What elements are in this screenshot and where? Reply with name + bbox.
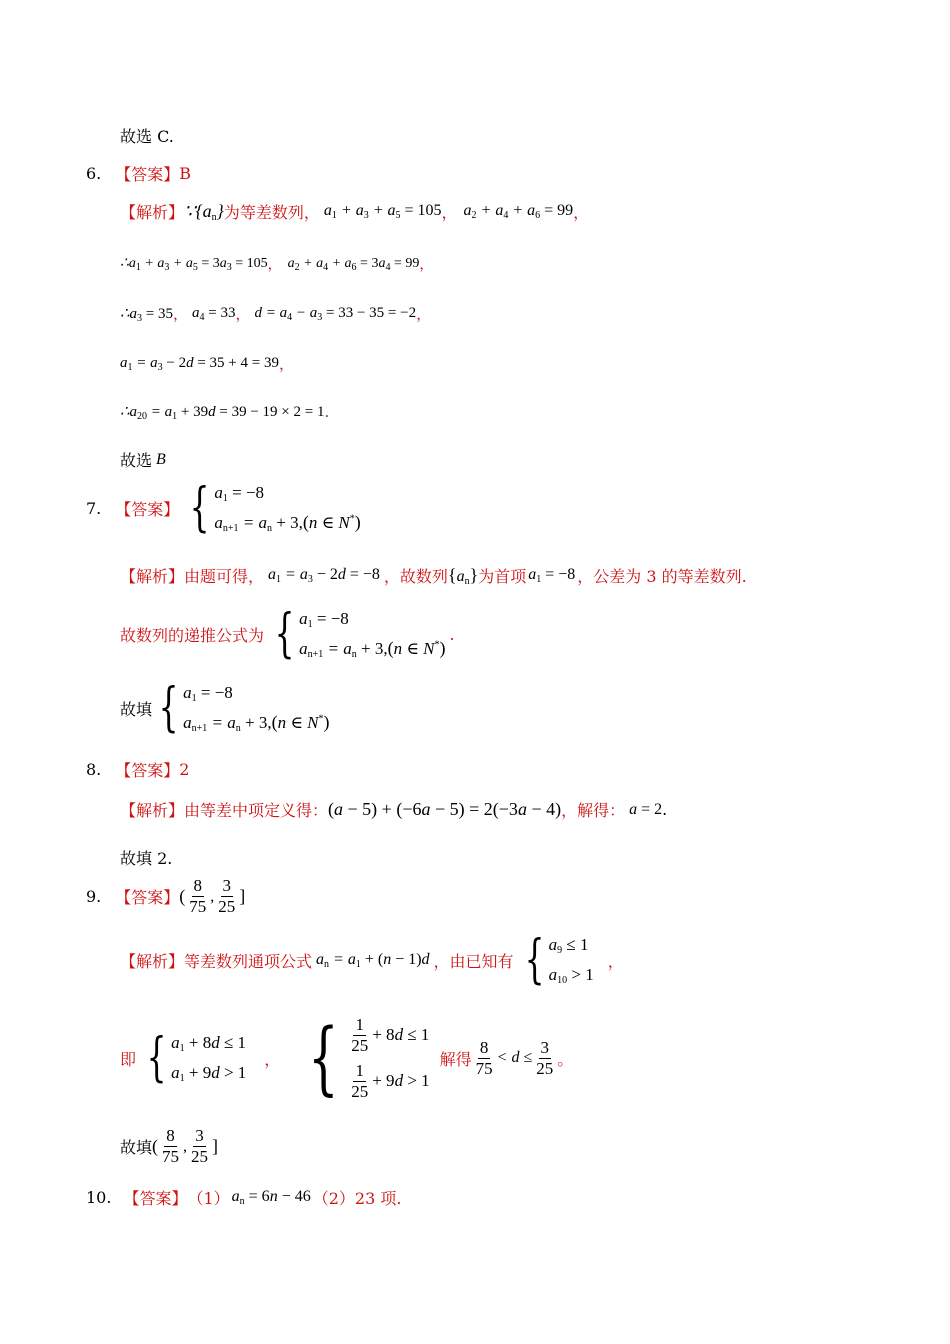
q7-answer: 7. 【答案】 { $a_1 = -8$ $a_{n+1} = a_n + 3,(n$ ∈ N*) [86,478,361,538]
q6-analysis-1: 【解析】 $\because\{a_n\}$ 为等差数列， $a_1 + a_3 + a_5 = 105$ ， $a_2 + a_4 + a_6 = 99$ ， [120,200,590,223]
q7-fill: 故填 { $a_1 = -8$ $a_{n+1} = a_n + 3,(n$ ∈ N*) [120,678,330,738]
q6-analysis-4: $a_1 = a_3 - 2d = 35 + 4 = 39$ ， [120,354,294,373]
line-choose-c: 故选 C. [120,127,174,146]
q6-choose-b: 故选 B [120,450,166,470]
q8-analysis: 【解析】 由等差中项定义得： (a − 5) + (−6a − 5) = 2(−3a − 4) ，解得： a = 2 . [120,799,668,820]
q10-answer: 10. 【答案】 （1） $a_n = 6n - 46$ （2）23 项. [86,1188,402,1208]
q6-analysis-5: $\therefore a_{20} = a_1 + 39d = 39 - 19 \times 2 = 1$ . [120,403,330,422]
q7-analysis-2: 故数列的递推公式为 { $a_1 = -8$ $a_{n+1} = a_n + 3,(n$ ∈ N*) . [120,604,455,664]
q9-analysis-1: 【解析】 等差数列通项公式 $a_n = a_1 + (n - 1)d$ ，由已知有 { $a_9 \le 1$ $a_{10} > 1$ ， [120,930,624,990]
q8-fill: 故填 2. [120,849,173,868]
q6-analysis-3: $\therefore a_3 = 35$ ， $a_4 = 33$ ， $d = a_4 - a_3 = 33 - 35 = -2$ ， [120,304,432,324]
q9-analysis-2: 即 { $a_1 + 8d \le 1$ $a_1 + 9d > 1$ ， { $\frac{1}{25}$ + 8d ≤ 1 $\frac{1}{25}$ + 9d > 1 解得 $\frac{8}{75}$ < d ≤ $\frac{3}{25}$ 。 [120,1011,574,1104]
q8-answer: 8. 【答案】 2 [86,760,190,780]
q9-answer: 9. 【答案】 ( $\frac{8}{75}$ , $\frac{3}{25}$ ] [86,876,246,916]
q6-answer: 6. 【答案】 B [86,164,192,184]
q6-analysis-2: $\therefore a_1 + a_3 + a_5 = 3a_3 = 105$ ， $a_2 + a_4 + a_6 = 3a_4 = 99$ ， [120,255,434,273]
q7-analysis-1: 【解析】 由题可得， $a_1 = a_3 - 2d = -8$ ，故数列 $\{a_n\}$ 为首项 $a_1 = -8$ ，公差为 3 的等差数列. [120,564,747,587]
q9-fill: 故填 ( $\frac{8}{75}$ , $\frac{3}{25}$ ] [120,1126,219,1166]
